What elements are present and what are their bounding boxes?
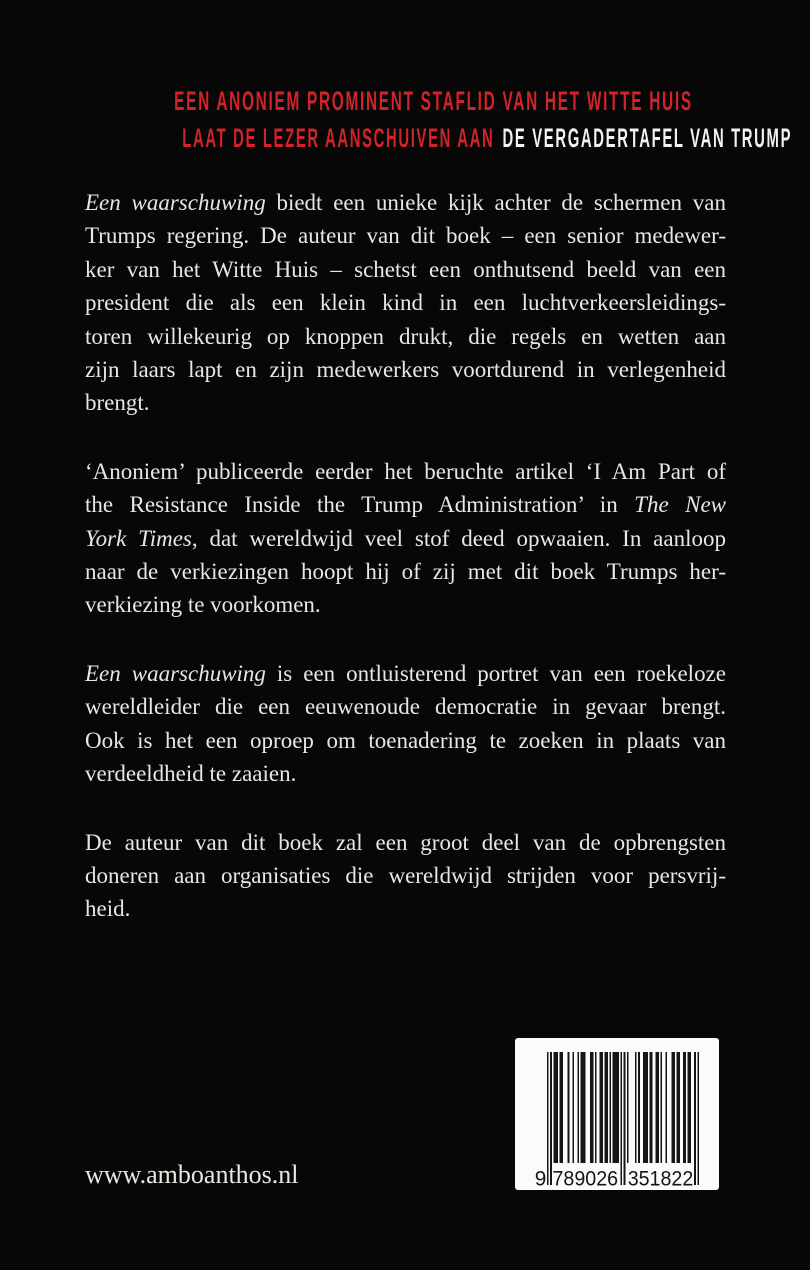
paragraph xyxy=(85,186,726,420)
tagline-line-1 xyxy=(174,83,693,120)
text-line: Ook is het een oproep om toenadering te zoeken in plaats van xyxy=(85,727,726,753)
paragraph xyxy=(85,455,726,622)
text-line: Een waarschuwing is een ontluisterend portret van een roekeloze xyxy=(85,660,726,686)
body-copy xyxy=(85,186,726,926)
text-line: York Times, dat wereldwijd veel stof deed opwaaien. In aanloop xyxy=(85,525,726,551)
text-line: ‘Anoniem’ publiceerde eerder het beruchte artikel ‘I Am Part of xyxy=(85,458,726,484)
text-line: verdeeldheid te zaaien. xyxy=(85,761,297,787)
text-line: toren willekeurig op knoppen drukt, die regels en wetten aan xyxy=(85,323,726,349)
tagline-line1-text: EEN ANONIEM PROMINENT STAFLID VAN HET WITTE HUIS xyxy=(174,86,693,116)
text-line: president die als een klein kind in een luchtverkeersleidings- xyxy=(85,290,726,316)
text-line: doneren aan organisaties die wereldwijd strijden voor persvrij- xyxy=(85,862,726,888)
tagline xyxy=(0,83,810,157)
paragraph xyxy=(85,657,726,791)
text-line: Een waarschuwing biedt een unieke kijk achter de schermen van xyxy=(85,190,726,215)
text-line: zijn laars lapt en zijn medewerkers voortdurend in verlegenheid xyxy=(85,357,726,383)
text-line: ker van het Witte Huis – schetst een onthutsend beeld van een xyxy=(85,256,726,282)
barcode xyxy=(534,1052,699,1193)
text-line: Trumps regering. De auteur van dit boek – een senior medewer- xyxy=(85,223,726,249)
svg-text:9: 9 xyxy=(534,1167,547,1188)
barcode-box xyxy=(515,1038,719,1190)
tagline-line2-white-text: DE VERGADERTAFEL VAN TRUMP xyxy=(502,123,793,153)
svg-text:789026: 789026 xyxy=(552,1167,619,1188)
text-line: wereldleider die een eeuwenoude democratie in gevaar brengt. xyxy=(85,694,726,720)
paragraph xyxy=(85,826,726,926)
text-line: verkiezing te voorkomen. xyxy=(85,592,321,618)
text-line: De auteur van dit boek zal een groot deel van de opbrengsten xyxy=(85,829,726,855)
text-line: brengt. xyxy=(85,390,150,416)
text-line: heid. xyxy=(85,896,131,922)
tagline-line2-red-text: LAAT DE LEZER AANSCHUIVEN AAN xyxy=(182,123,495,153)
text-line: naar de verkiezingen hoopt hij of zij met dit boek Trumps her- xyxy=(85,559,726,585)
publisher-website: www.amboanthos.nl xyxy=(85,1160,299,1189)
text-line: the Resistance Inside the Trump Administration’ in The New xyxy=(85,492,726,518)
svg-text:351822: 351822 xyxy=(627,1167,694,1188)
tagline-line-2 xyxy=(182,120,793,157)
